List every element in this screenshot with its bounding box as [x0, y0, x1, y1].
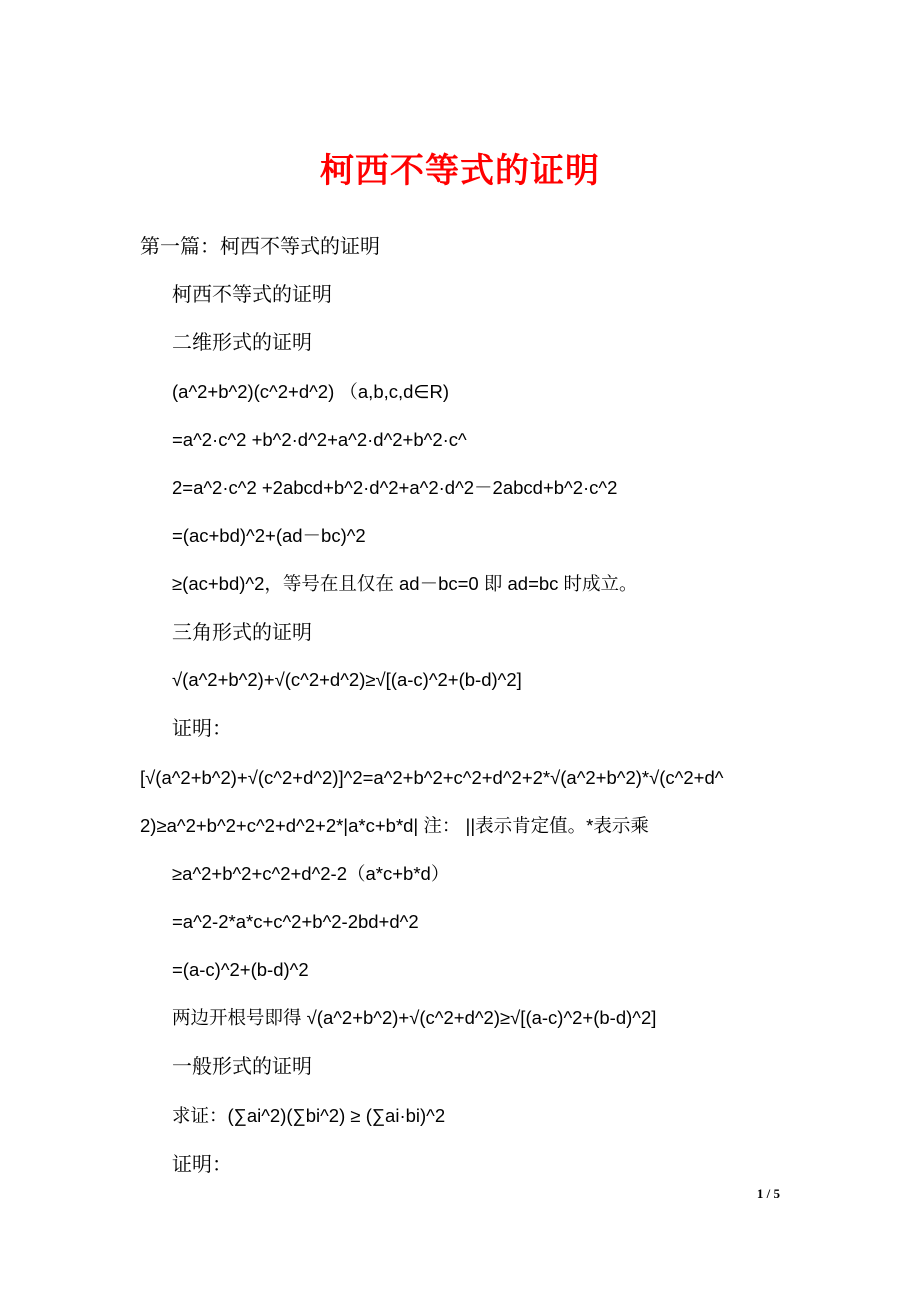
formula-line: 2=a^2·c^2 +2abcd+b^2·d^2+a^2·d^2－2abcd+b^2·c^2	[172, 477, 618, 498]
formula-line: =(ac+bd)^2+(ad－bc)^2	[172, 525, 366, 546]
document-title: 柯西不等式的证明	[320, 151, 600, 191]
formula-line: 求证：(∑ai^2)(∑bi^2) ≥ (∑ai·bi)^2	[172, 1105, 446, 1126]
formula-line: =a^2-2*a*c+c^2+b^2-2bd+d^2	[172, 911, 419, 932]
formula-line: [√(a^2+b^2)+√(c^2+d^2)]^2=a^2+b^2+c^2+d^2+2*√(a^2+b^2)*√(c^2+d^	[140, 767, 724, 788]
formula-line: ≥a^2+b^2+c^2+d^2-2（a*c+b*d）	[172, 863, 450, 884]
section-heading: 第一篇：柯西不等式的证明	[140, 234, 380, 258]
formula-line: √(a^2+b^2)+√(c^2+d^2)≥√[(a-c)^2+(b-d)^2]	[172, 669, 522, 690]
page-indicator: 1 / 5	[756, 1186, 780, 1201]
subheading: 二维形式的证明	[172, 330, 312, 354]
formula-line: 两边开根号即得 √(a^2+b^2)+√(c^2+d^2)≥√[(a-c)^2+(b-d)^2]	[172, 1007, 657, 1028]
formula-line: ≥(ac+bd)^2，等号在且仅在 ad－bc=0 即 ad=bc 时成立。	[172, 573, 638, 594]
formula-line: (a^2+b^2)(c^2+d^2) （a,b,c,d∈R)	[172, 381, 450, 402]
subheading: 三角形式的证明	[172, 620, 312, 644]
subheading: 柯西不等式的证明	[172, 282, 332, 306]
formula-line: =a^2·c^2 +b^2·d^2+a^2·d^2+b^2·c^	[172, 429, 467, 450]
subheading: 一般形式的证明	[172, 1054, 312, 1078]
formula-line: =(a-c)^2+(b-d)^2	[172, 959, 309, 980]
proof-label: 证明：	[172, 716, 232, 740]
proof-label: 证明：	[172, 1152, 232, 1176]
formula-line: 2)≥a^2+b^2+c^2+d^2+2*|a*c+b*d| 注： ||表示肯定值。*表示乘	[140, 815, 649, 836]
